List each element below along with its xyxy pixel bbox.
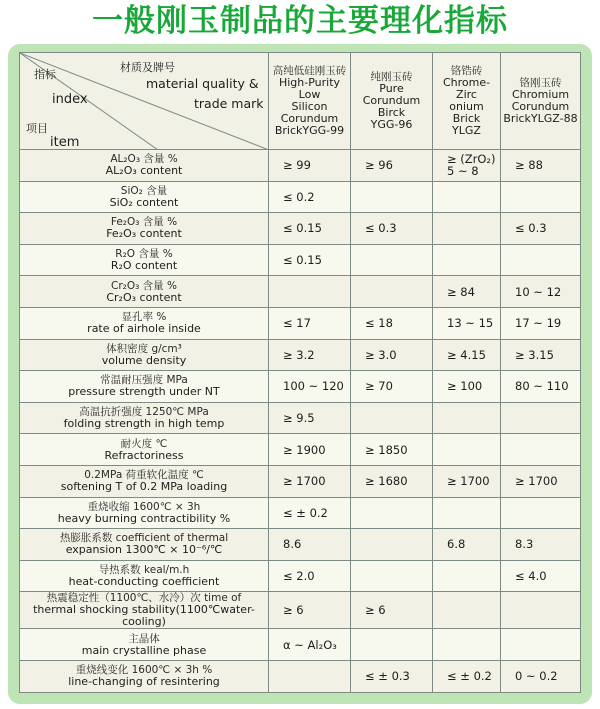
property-label-zh: 0.2MPa 荷重软化温度 ℃ [84, 469, 204, 482]
value-cell: ≤ 0.15 [269, 244, 351, 276]
table-row [20, 307, 581, 339]
value-cell [351, 402, 433, 434]
property-cell [20, 339, 269, 371]
value-cell: 10 ~ 12 [501, 276, 581, 308]
page-title: 一般刚玉制品的主要理化指标 [92, 3, 508, 39]
property-label-en: SiO₂ content [109, 195, 179, 209]
value-cell: ≤ 4.0 [501, 560, 581, 592]
value-cell: ≥ 3.15 [501, 339, 581, 371]
value-cell: ≥ 1700 [433, 465, 501, 497]
column-header-3: 铬锆砖 Chrome-Zirc onium Brick YLGZ [433, 53, 501, 150]
value-cell [351, 276, 433, 308]
property-label-zh: 体积密度 g/cm³ [106, 342, 182, 355]
value-cell: ≤ 0.3 [501, 213, 581, 245]
property-label-zh: 常温耐压强度 MPa [100, 374, 188, 387]
value-cell: 17 ~ 19 [501, 307, 581, 339]
property-label-zh: SiO₂ 含量 [120, 184, 168, 197]
value-cell: ≤ ± 0.3 [351, 660, 433, 692]
table-row [20, 592, 581, 629]
column-header-1: 高纯低硅刚玉砖 High-Purity Low Silicon Corundum BrickYGG-99 [269, 53, 351, 150]
table-row [20, 244, 581, 276]
table-row [20, 276, 581, 308]
value-cell: ≥ 1900 [269, 434, 351, 466]
value-cell [433, 244, 501, 276]
value-cell [501, 402, 581, 434]
value-cell: α ~ Al₂O₃ [269, 629, 351, 661]
table-body [20, 150, 581, 693]
property-label-en: heavy burning contractibility % [57, 511, 231, 525]
corner-material-en1: material quality & [146, 76, 259, 91]
value-cell [501, 181, 581, 213]
table-row [20, 339, 581, 371]
property-label-zh: 耐火度 ℃ [120, 437, 168, 450]
value-cell: ≥ 4.15 [433, 339, 501, 371]
value-cell [433, 213, 501, 245]
property-label-zh: 重烧收缩 1600℃ × 3h [87, 500, 201, 513]
value-cell: 0 ~ 0.2 [501, 660, 581, 692]
value-cell: ≥ 1680 [351, 465, 433, 497]
property-cell [20, 529, 269, 561]
property-label-zh: 高温抗折强度 1250℃ MPa [79, 406, 209, 419]
value-cell: ≥ 96 [351, 150, 433, 182]
property-label-en: volume density [101, 353, 187, 367]
property-label-en: main crystalline phase [81, 643, 207, 657]
property-label-zh: 重烧线变化 1600℃ × 3h % [75, 664, 213, 677]
value-cell: ≥ (ZrO₂) 5 ~ 8 [433, 150, 501, 182]
table-row [20, 497, 581, 529]
value-cell: ≥ 1700 [269, 465, 351, 497]
table-row [20, 465, 581, 497]
corner-material-en2: trade mark [194, 96, 264, 111]
value-cell: 100 ~ 120 [269, 371, 351, 403]
value-cell: ≤ 0.2 [269, 181, 351, 213]
property-cell [20, 371, 269, 403]
value-cell: ≤ ± 0.2 [433, 660, 501, 692]
value-cell [433, 560, 501, 592]
value-cell [433, 181, 501, 213]
value-cell: 6.8 [433, 529, 501, 561]
property-cell [20, 497, 269, 529]
property-label-en: Fe₂O₃ content [106, 227, 182, 241]
value-cell: 8.3 [501, 529, 581, 561]
value-cell [433, 497, 501, 529]
value-cell: ≥ 70 [351, 371, 433, 403]
table-row [20, 181, 581, 213]
property-cell [20, 244, 269, 276]
value-cell: ≥ 1850 [351, 434, 433, 466]
property-cell [20, 660, 269, 692]
property-label-en: Cr₂O₃ content [106, 290, 182, 304]
value-cell: ≤ 17 [269, 307, 351, 339]
property-cell [20, 213, 269, 245]
value-cell: ≥ 6 [269, 592, 351, 629]
property-cell [20, 307, 269, 339]
property-label-en: rate of airhole inside [87, 322, 201, 336]
property-cell [20, 150, 269, 182]
value-cell: ≤ 0.3 [351, 213, 433, 245]
value-cell [351, 497, 433, 529]
property-label-zh: 主晶体 [128, 632, 160, 645]
property-label-en: heat-conducting coefficient [68, 575, 220, 589]
value-cell [501, 244, 581, 276]
value-cell: ≥ 9.5 [269, 402, 351, 434]
table-row [20, 560, 581, 592]
property-label-zh: 导热系数 keal/m.h [98, 564, 190, 577]
value-cell [501, 592, 581, 629]
property-cell [20, 402, 269, 434]
value-cell: ≥ 88 [501, 150, 581, 182]
column-header-4: 铬刚玉砖 Chromium Corundum BrickYLGZ-88 [501, 53, 581, 150]
property-cell [20, 560, 269, 592]
value-cell [351, 529, 433, 561]
table-row [20, 434, 581, 466]
value-cell: ≥ 3.2 [269, 339, 351, 371]
value-cell: 8.6 [269, 529, 351, 561]
property-cell [20, 465, 269, 497]
property-label-en: R₂O content [110, 259, 178, 273]
table-row [20, 529, 581, 561]
value-cell [269, 660, 351, 692]
property-label-zh: AL₂O₃ 含量 % [110, 153, 178, 166]
value-cell [351, 244, 433, 276]
header-corner-cell [20, 53, 269, 150]
property-label-zh: 热震稳定性（1100℃、水冷）次 time of [46, 592, 242, 605]
property-cell [20, 181, 269, 213]
value-cell: ≤ 2.0 [269, 560, 351, 592]
value-cell [433, 629, 501, 661]
property-label-en: line-changing of resintering [68, 675, 220, 689]
property-label-en: folding strength in high temp [63, 417, 225, 431]
value-cell: ≤ 18 [351, 307, 433, 339]
property-label-en: AL₂O₃ content [105, 164, 183, 178]
value-cell [269, 276, 351, 308]
table-row [20, 629, 581, 661]
property-cell [20, 592, 269, 629]
value-cell [351, 629, 433, 661]
value-cell: ≤ 0.15 [269, 213, 351, 245]
value-cell: ≥ 100 [433, 371, 501, 403]
value-cell: ≥ 1700 [501, 465, 581, 497]
property-cell [20, 629, 269, 661]
value-cell [433, 402, 501, 434]
value-cell [433, 592, 501, 629]
table-row [20, 660, 581, 692]
value-cell: ≥ 3.0 [351, 339, 433, 371]
property-label-zh: Fe₂O₃ 含量 % [110, 216, 178, 229]
spec-table [19, 52, 581, 693]
property-label-zh: Cr₂O₃ 含量 % [111, 279, 177, 292]
value-cell: ≤ ± 0.2 [269, 497, 351, 529]
table-row [20, 371, 581, 403]
value-cell: 80 ~ 110 [501, 371, 581, 403]
property-label-en: pressure strength under NT [68, 385, 220, 399]
property-label-zh: 显孔率 % [121, 311, 167, 324]
corner-item-zh: 项目 [26, 122, 48, 135]
property-label-en: expansion 1300℃ × 10⁻⁶/℃ [65, 543, 223, 557]
column-header-2: 纯刚玉砖 Pure Corundum Birck YGG-96 [351, 53, 433, 150]
value-cell: 13 ~ 15 [433, 307, 501, 339]
property-label-en: thermal shocking stability(1100℃water-cooling) [33, 603, 255, 629]
property-label-en: Refractoriness [104, 448, 184, 462]
property-label-en: softening T of 0.2 MPa loading [60, 480, 228, 494]
property-cell [20, 434, 269, 466]
corner-item-en: item [50, 135, 80, 150]
value-cell [501, 434, 581, 466]
corner-index-en: index [52, 92, 88, 107]
value-cell [433, 434, 501, 466]
value-cell [351, 181, 433, 213]
value-cell [501, 629, 581, 661]
property-label-zh: R₂O 含量 % [115, 248, 173, 261]
corner-material-zh: 材质及牌号 [120, 61, 175, 74]
value-cell: ≥ 6 [351, 592, 433, 629]
property-label-zh: 热膨胀系数 coefficient of thermal [59, 532, 229, 545]
value-cell [501, 497, 581, 529]
value-cell: ≥ 84 [433, 276, 501, 308]
table-row [20, 213, 581, 245]
table-row [20, 402, 581, 434]
table-row [20, 150, 581, 182]
corner-index-zh: 指标 [34, 68, 56, 81]
value-cell [351, 560, 433, 592]
value-cell: ≥ 99 [269, 150, 351, 182]
property-cell [20, 276, 269, 308]
